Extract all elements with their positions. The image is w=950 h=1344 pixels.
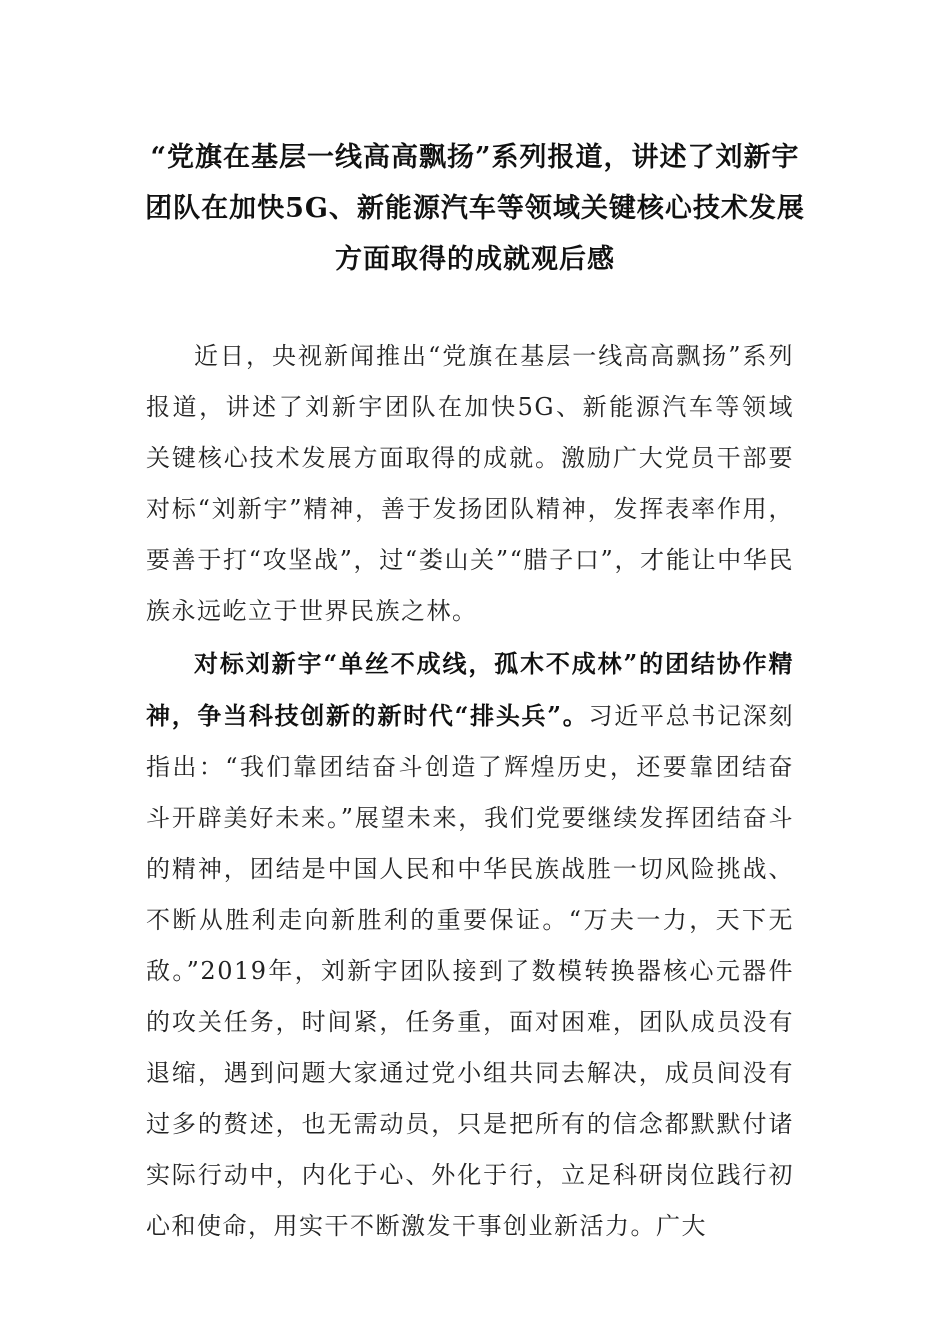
paragraph-2-text: 习近平总书记深刻指出：“我们靠团结奋斗创造了辉煌历史，还要靠团结奋斗开辟美好未来。”展望未来，我们党要继续发挥团结奋斗的精神，团结是中国人民和中华民族战胜一切风险挑战、不断从胜利走向新胜利的重要保证。“万夫一力，天下无敌。”2019年，刘新宇团队接到了数模转换器核心元器件的攻关任务，时间紧，任务重，面对困难，团队成员没有退缩，遇到问题大家通过党小组共同去解决，成员间没有过多的赘述，也无需动员，只是把所有的信念都默默付诸实际行动中，内化于心、外化于行，立足科研岗位践行初心和使命，用实干不断激发干事创业新活力。广大	[146, 702, 795, 1240]
paragraph-1-text: 近日，央视新闻推出“党旗在基层一线高高飘扬”系列报道，讲述了刘新宇团队在加快5G、新能源汽车等领域关键核心技术发展方面取得的成就。激励广大党员干部要对标“刘新宇”精神，善于发扬团队精神，发挥表率作用，要善于打“攻坚战”，过“娄山关”“腊子口”，才能让中华民族永远屹立于世界民族之林。	[146, 342, 794, 625]
paragraph-1	[146, 330, 794, 637]
document-title: “党旗在基层一线高高飘扬”系列报道，讲述了刘新宇团队在加快5G、新能源汽车等领域关键核心技术发展方面取得的成就观后感	[145, 142, 805, 275]
paragraph-2	[146, 638, 794, 1252]
paragraph-2-lead: 对标刘新宇“单丝不成线，孤木不成林”的团结协作精神，争当科技创新的新时代“排头兵”。	[146, 649, 794, 730]
document-body	[146, 330, 794, 1252]
